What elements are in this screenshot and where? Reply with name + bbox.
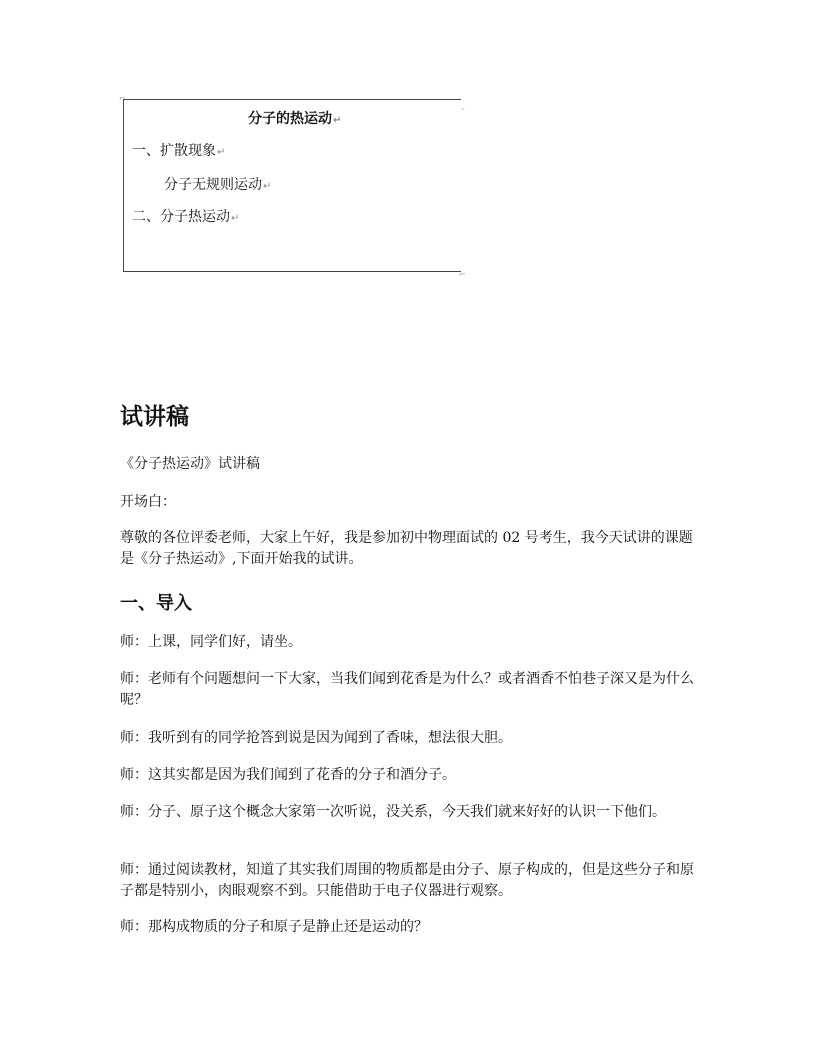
- blackboard-outline-box: [123, 99, 461, 272]
- dialogue-line: 师：上课，同学们好，请坐。: [120, 634, 302, 650]
- corner-mark-icon: ⌐: [119, 94, 126, 103]
- dialogue-line: 师：通过阅读教材，知道了其实我们周围的物质都是由分子、原子构成的，但是这些分子和原子都是特别小，肉眼观察不到。只能借助于电子仪器进行观察。: [120, 862, 694, 899]
- corner-mark-icon: ˜: [461, 108, 465, 117]
- board-title: 分子的热运动↵: [248, 111, 342, 127]
- opening-paragraph: 尊敬的各位评委老师，大家上午好，我是参加初中物理面试的 02 号考生，我今天试讲的课题是《分子热运动》,下面开始我的试讲。: [120, 530, 693, 567]
- corner-mark-icon: ⌐: [459, 270, 466, 279]
- board-line-diffusion: 一、扩散现象↵: [132, 143, 226, 159]
- dialogue-line: 师：我听到有的同学抢答到说是因为闻到了香味，想法很大胆。: [120, 730, 512, 746]
- dialogue-line: 师：老师有个问题想问一下大家，当我们闻到花香是为什么？或者酒香不怕巷子深又是为什么呢？: [120, 671, 694, 708]
- board-line-thermal-motion: 二、分子热运动↵: [132, 209, 240, 225]
- document-heading: 试讲稿: [120, 404, 189, 430]
- dialogue-line: 师：这其实都是因为我们闻到了花香的分子和酒分子。: [120, 767, 456, 783]
- board-line-random-motion: 分子无规则运动↵: [164, 177, 272, 193]
- section-heading: 一、导入: [120, 593, 192, 614]
- opening-label: 开场白：: [120, 494, 176, 510]
- dialogue-line: 师：那构成物质的分子和原子是静止还是运动的？: [120, 919, 428, 935]
- subtitle: 《分子热运动》试讲稿: [120, 456, 260, 472]
- dialogue-line: 师：分子、原子这个概念大家第一次听说，没关系，今天我们就来好好的认识一下他们。: [120, 804, 666, 820]
